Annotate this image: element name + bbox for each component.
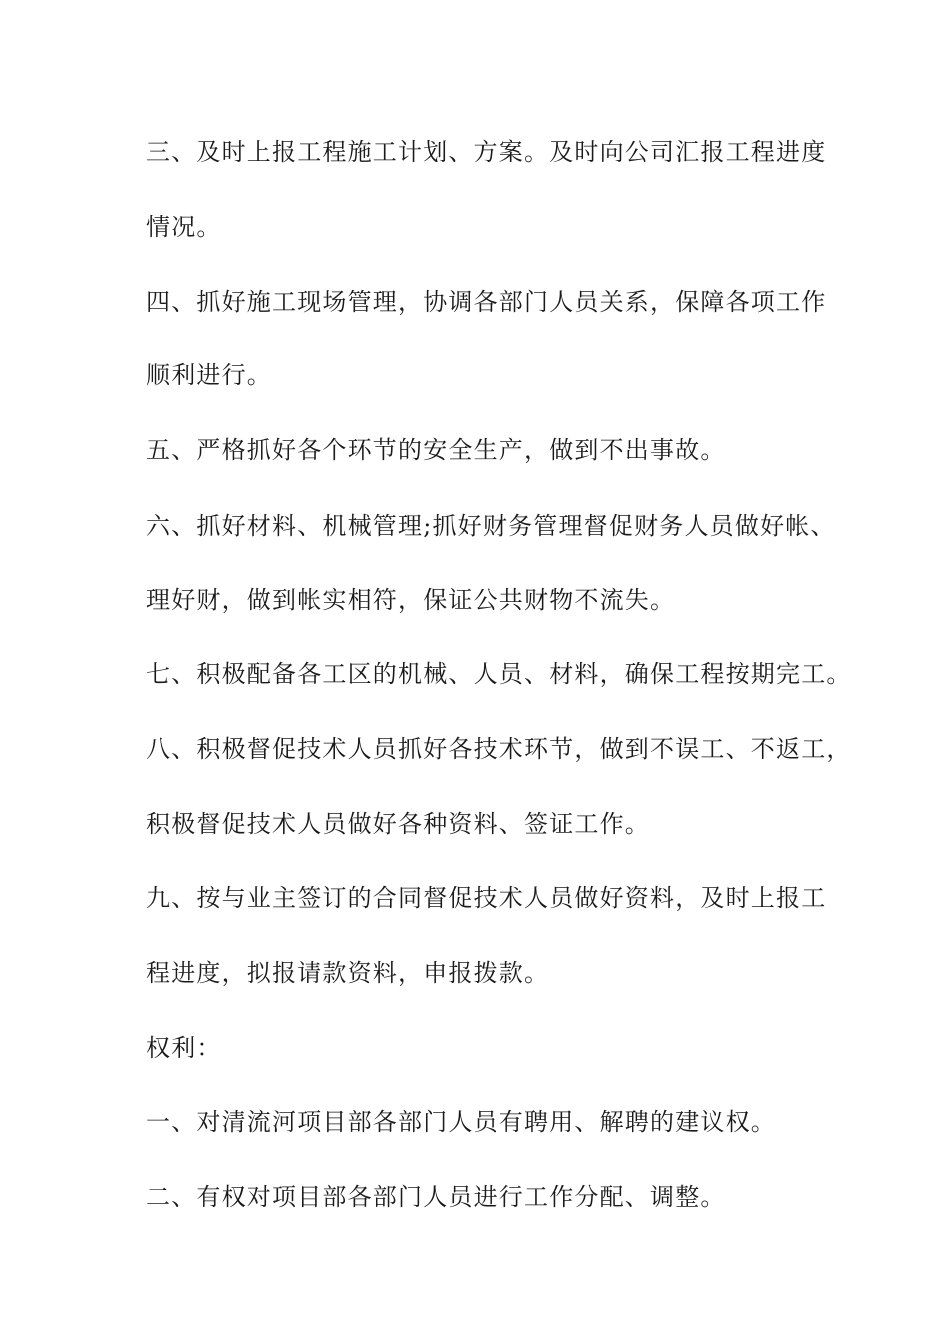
section-heading: 权利： [146, 1034, 222, 1062]
text-line: 情况。 [146, 213, 222, 241]
text-line: 顺利进行。 [146, 361, 272, 389]
text-line: 理好财，做到帐实相符，保证公共财物不流失。 [146, 586, 676, 614]
text-line: 积极督促技术人员做好各种资料、签证工作。 [146, 810, 650, 838]
text-line: 八、积极督促技术人员抓好各技术环节，做到不误工、不返工， [146, 735, 852, 763]
text-line: 一、对清流河项目部各部门人员有聘用、解聘的建议权。 [146, 1108, 776, 1136]
text-line: 程进度，拟报请款资料，申报拨款。 [146, 959, 550, 987]
text-line: 七、积极配备各工区的机械、人员、材料，确保工程按期完工。 [146, 660, 852, 688]
text-line: 四、抓好施工现场管理，协调各部门人员关系，保障各项工作 [146, 288, 827, 316]
text-line: 六、抓好材料、机械管理;抓好财务管理督促财务人员做好帐、 [146, 512, 836, 540]
text-line: 二、有权对项目部各部门人员进行工作分配、调整。 [146, 1183, 726, 1211]
text-line: 九、按与业主签订的合同督促技术人员做好资料，及时上报工 [146, 884, 827, 912]
text-line: 三、及时上报工程施工计划、方案。及时向公司汇报工程进度 [146, 138, 827, 166]
text-line: 五、严格抓好各个环节的安全生产，做到不出事故。 [146, 436, 726, 464]
